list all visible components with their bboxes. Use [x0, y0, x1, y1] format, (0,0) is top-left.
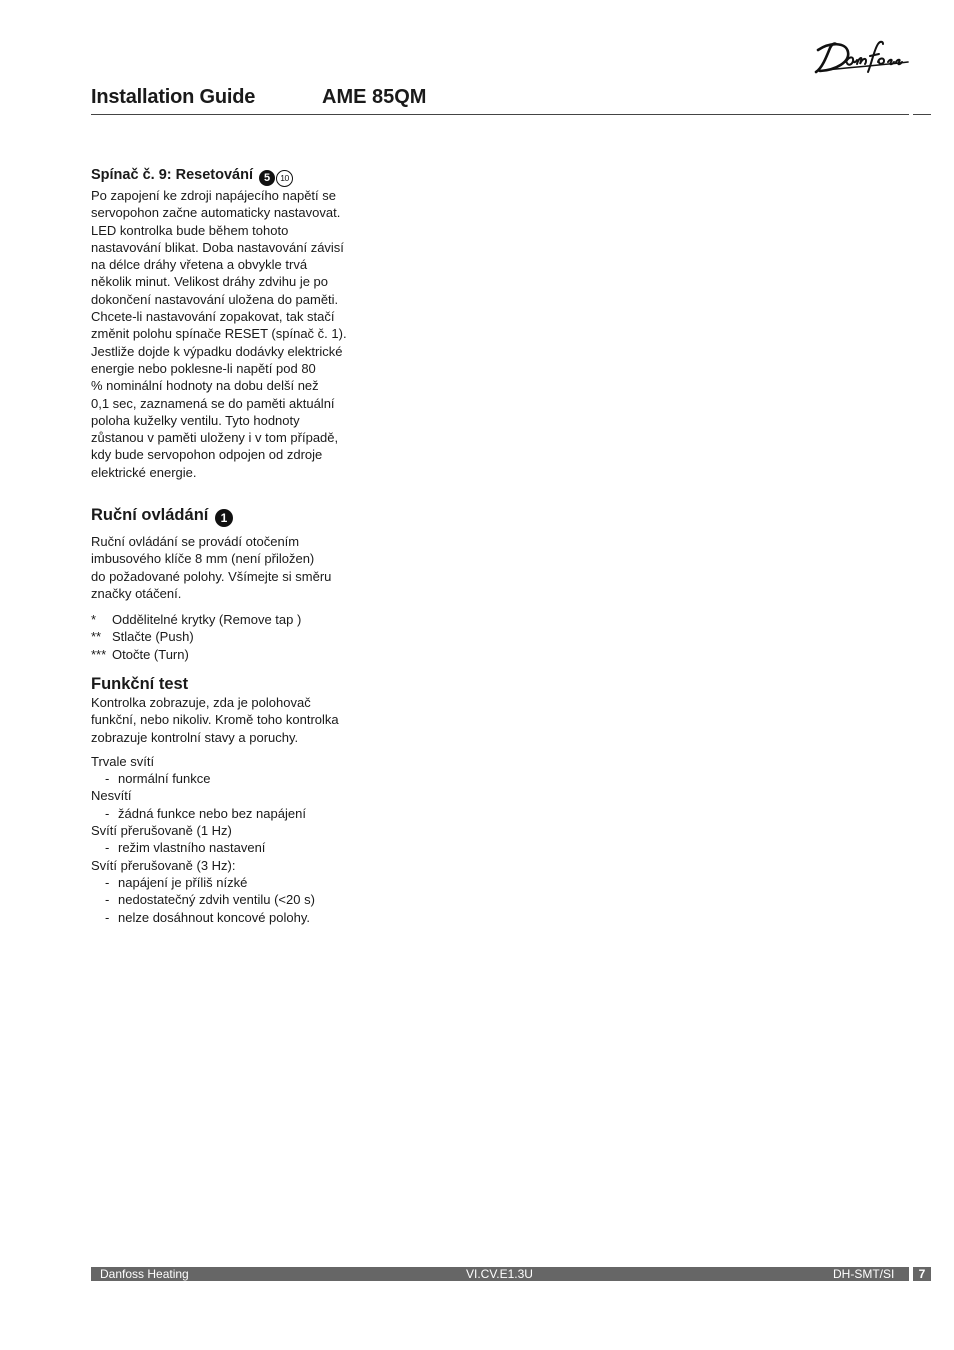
footer-left: Danfoss Heating [100, 1267, 189, 1281]
danfoss-logo [812, 38, 912, 76]
text-line: Kontrolka zobrazuje, zda je polohovač [91, 695, 311, 710]
text-line: zůstanou v paměti uloženy i v tom případě, [91, 430, 339, 446]
marker-1-icon: 1 [215, 509, 233, 527]
footer-center: VI.CV.E1.3U [466, 1267, 533, 1281]
state-item: žádná funkce nebo bez napájení [118, 805, 306, 821]
list-item [91, 891, 361, 908]
section-reset-heading [91, 166, 361, 187]
text-line: kdy bude servopohon odpojen od zdroje [91, 447, 323, 463]
dash: - [105, 892, 110, 908]
page-number: 7 [913, 1267, 931, 1281]
text-line: nastavování blikat. Doba nastavování závisí [91, 239, 344, 255]
state-label: Svítí přerušovaně (1 Hz) [91, 823, 232, 839]
text-line: % nominální hodnoty na dobu delší než [91, 378, 319, 394]
marker-5-icon: 5 [259, 170, 275, 186]
text-line: do požadované polohy. Všímejte si směru [91, 568, 332, 584]
text-line: na délce dráhy vřetena a obvykle trvá [91, 257, 308, 273]
text-line: LED kontrolka bude během tohoto [91, 222, 289, 238]
dash: - [105, 805, 110, 821]
note-mark: *** [91, 646, 107, 662]
note-text: Otočte (Turn) [112, 646, 189, 662]
state-label: Trvale svítí [91, 753, 155, 769]
text-line: dokončení nastavování uložena do paměti. [91, 291, 339, 307]
dash: - [105, 909, 110, 925]
states-list [91, 753, 361, 926]
note-mark: * [91, 612, 97, 628]
header-divider-right [913, 114, 931, 115]
state-item: nedostatečný zdvih ventilu (<20 s) [118, 892, 315, 908]
state-item: napájení je příliš nízké [118, 874, 248, 890]
note-text: Stlačte (Push) [112, 629, 194, 645]
text-line: Ruční ovládání se provádí otočením [91, 534, 300, 549]
section-test [91, 674, 361, 926]
list-item [91, 874, 361, 891]
state-label: Svítí přerušovaně (3 Hz): [91, 857, 236, 873]
section-reset-heading-text: Spínač č. 9: Resetování [91, 167, 253, 183]
dash: - [105, 874, 110, 890]
list-item [91, 770, 361, 787]
section-manual [91, 505, 361, 663]
text-line: zobrazuje kontrolní stavy a poruchy. [91, 729, 299, 745]
text-line: funkční, nebo nikoliv. Kromě toho kontrolka [91, 712, 339, 728]
section-manual-body [91, 533, 361, 602]
note-mark: ** [91, 629, 102, 645]
state-label: Nesvítí [91, 788, 132, 804]
text-line: značky otáčení. [91, 585, 182, 601]
list-item [91, 909, 361, 926]
marker-10-icon: 10 [276, 170, 293, 187]
danfoss-logo-icon [812, 38, 912, 76]
section-test-body [91, 694, 361, 746]
list-item [91, 628, 361, 645]
text-line: elektrické energie. [91, 464, 197, 480]
list-item [91, 646, 361, 663]
text-line: poloha kuželky ventilu. Tyto hodnoty [91, 412, 300, 428]
header-title: Installation Guide [91, 86, 256, 108]
text-line: Chcete-li nastavování zopakovat, tak stačí [91, 309, 335, 325]
state-item: režim vlastního nastavení [118, 840, 266, 856]
dash: - [105, 840, 110, 856]
list-item [91, 805, 361, 822]
state-item: nelze dosáhnout koncové polohy. [118, 909, 311, 925]
list-item [91, 839, 361, 856]
state-item: normální funkce [118, 771, 211, 787]
notes-list [91, 611, 361, 663]
header-divider [91, 114, 909, 115]
section-reset-body [91, 187, 361, 481]
section-test-heading: Funkční test [91, 675, 189, 693]
text-line: energie nebo poklesne-li napětí pod 80 [91, 360, 316, 376]
section-manual-heading-text: Ruční ovládání [91, 506, 209, 524]
section-reset [91, 166, 361, 481]
dash: - [105, 771, 110, 787]
text-line: Jestliže dojde k výpadku dodávky elektrické [91, 343, 343, 359]
note-text: Oddělitelné krytky (Remove tap ) [112, 612, 302, 628]
text-line: několik minut. Velikost dráhy zdvihu je po [91, 274, 329, 290]
footer-right: DH-SMT/SI [833, 1267, 895, 1281]
section-manual-heading [91, 505, 361, 527]
text-line: imbusového klíče 8 mm (není přiložen) [91, 551, 315, 567]
text-line: změnit polohu spínače RESET (spínač č. 1). [91, 326, 347, 342]
header-product: AME 85QM [322, 86, 427, 108]
text-line: 0,1 sec, zaznamená se do paměti aktuální [91, 395, 335, 411]
text-line: servopohon začne automaticky nastavovat. [91, 205, 341, 221]
text-line: Po zapojení ke zdroji napájecího napětí se [91, 188, 337, 203]
list-item [91, 611, 361, 628]
